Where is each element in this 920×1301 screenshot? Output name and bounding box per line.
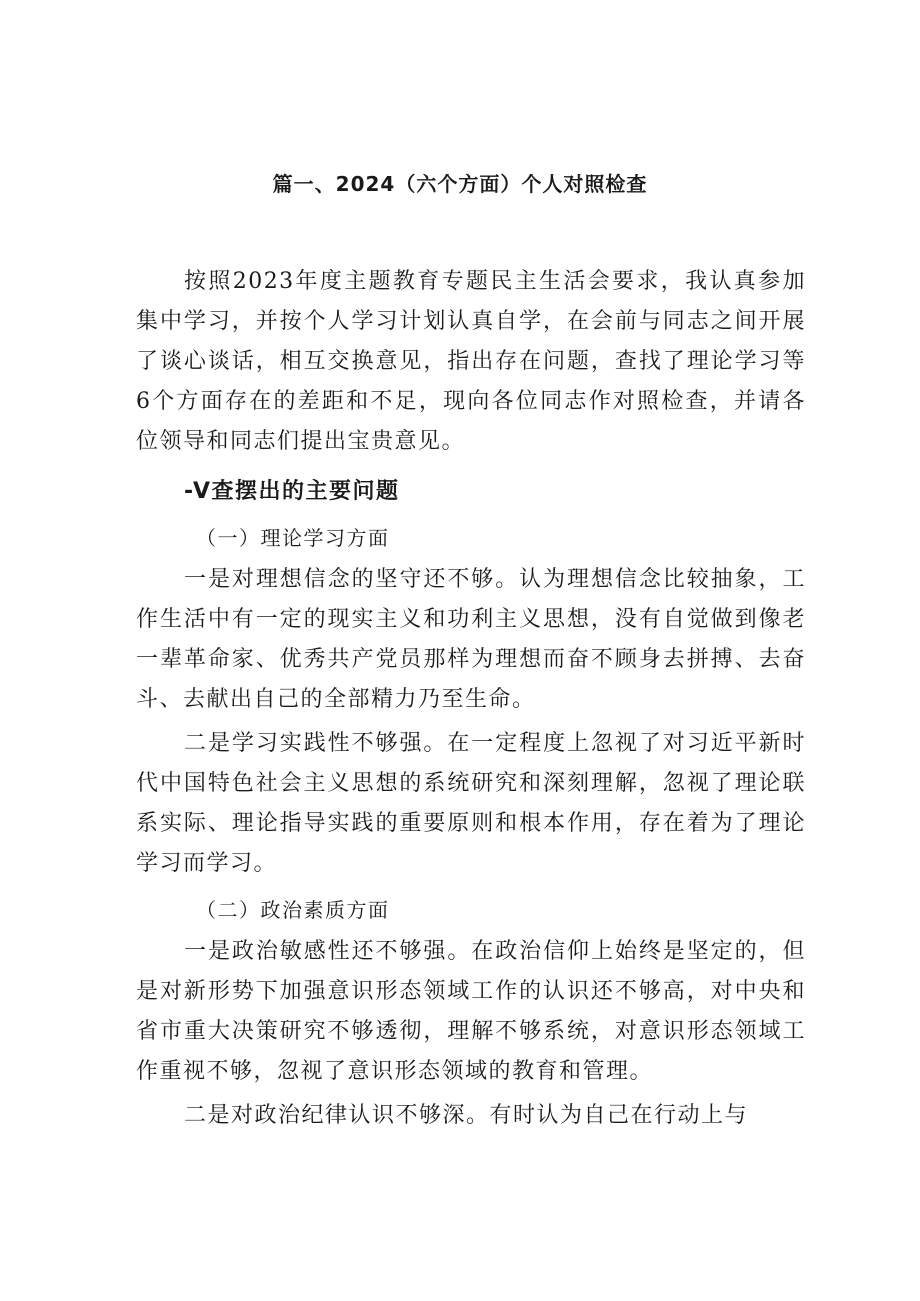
intro-paragraph: 按照2023年度主题教育专题民主生活会要求，我认真参加集中学习，并按个人学习计划认真自学，在会前与同志之间开展了谈心谈话，相互交换意见，指出存在问题，查找了理论学习等6个方面存在的差距和不足，现向各位同志作对照检查，并请各位领导和同志们提出宝贵意见。	[136, 269, 806, 454]
subsection-heading-politics: （二）政治素质方面	[196, 898, 390, 922]
theory-paragraph-2: 二是学习实践性不够强。在一定程度上忽视了对习近平新时代中国特色社会主义思想的系统研究和深刻理解，忽视了理论联系实际、理论指导实践的重要原则和根本作用，存在着为了理论学习而学习。	[136, 731, 806, 876]
theory-paragraph-1: 一是对理想信念的坚守还不够。认为理想信念比较抽象，工作生活中有一定的现实主义和功利主义思想，没有自觉做到像老一辈革命家、优秀共产党员那样为理想而奋不顾身去拼搏、去奋斗、去献出自己的全部精力乃至生命。	[136, 567, 806, 712]
document-title: 篇一、2024（六个方面）个人对照检查	[272, 172, 648, 196]
document-body	[136, 262, 806, 1136]
politics-paragraph-2: 二是对政治纪律认识不够深。有时认为自己在行动上与	[184, 1103, 749, 1128]
subsection-heading-theory: （一）理论学习方面	[196, 526, 390, 550]
politics-paragraph-1: 一是政治敏感性还不够强。在政治信仰上始终是坚定的，但是对新形势下加强意识形态领域工作的认识还不够高，对中央和省市重大决策研究不够透彻，理解不够系统，对意识形态领域工作重视不够，忽视了意识形态领域的教育和管理。	[136, 939, 806, 1084]
section-heading-problems: -V查摆出的主要问题	[184, 479, 400, 504]
